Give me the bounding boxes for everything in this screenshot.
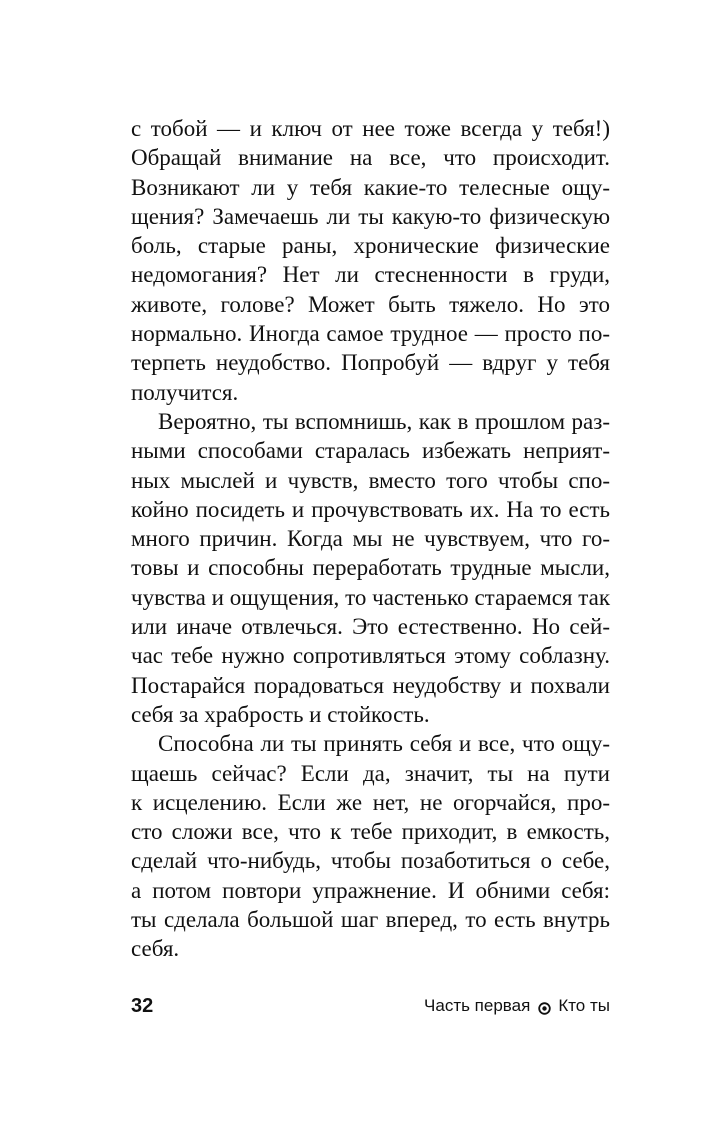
text-line: к исцелению. Если же нет, не огорчайся, про- (131, 789, 610, 815)
page-footer (131, 992, 610, 1020)
text-line: боль, старые раны, хронические физические (131, 233, 610, 259)
text-line: Постарайся порадоваться неудобству и похвали (131, 672, 610, 698)
text-line: Возникают ли у тебя какие-то телесные ощу- (131, 174, 610, 200)
running-head (424, 996, 610, 1016)
paragraph-3 (131, 729, 610, 963)
text-line: час тебе нужно сопротивляться этому соблазну. (131, 643, 610, 669)
text-line: нормально. Иногда самое трудное — просто по- (131, 321, 610, 347)
text-line: получится. (131, 379, 239, 405)
text-line: с тобой — и ключ от нее тоже всегда у тебя!) (131, 116, 610, 141)
text-line: себя за храбрость и стойкость. (131, 701, 430, 727)
text-line: животе, голове? Может быть тяжело. Но это (131, 291, 610, 317)
text-line: терпеть неудобство. Попробуй — вдруг у тебя (131, 350, 610, 376)
text-line: Способна ли ты принять себя и все, что ощу- (158, 731, 610, 757)
text-line: сделай что-нибудь, чтобы позаботиться о себе, (131, 848, 610, 874)
text-line: или иначе отвлечься. Это естественно. Но сей- (131, 614, 610, 640)
text-line: щения? Замечаешь ли ты какую-то физическую (131, 203, 610, 229)
text-line: ных мыслей и чувств, вместо того чтобы спо- (131, 467, 610, 493)
text-line: ными способами старалась избежать неприят- (131, 438, 610, 464)
text-line: щаешь сейчас? Если да, значит, ты на пути (131, 760, 610, 786)
part-label: Часть первая (424, 996, 531, 1015)
circled-dot-icon (538, 1000, 551, 1013)
text-line: а потом повтори упражнение. И обними себя: (131, 877, 610, 903)
text-line: ты сделала большой шаг вперед, то есть внутрь (131, 907, 610, 933)
text-line: чувства и ощущения, то частенько стараемся так (131, 584, 610, 610)
page-number: 32 (131, 994, 154, 1017)
paragraph-2 (131, 407, 610, 729)
text-line: себя. (131, 936, 180, 962)
text-line: Вероятно, ты вспомнишь, как в прошлом раз- (158, 408, 610, 434)
text-line: сто сложи все, что к тебе приходит, в емкость, (131, 819, 610, 845)
paragraph-1 (131, 114, 610, 407)
text-line: недомогания? Нет ли стесненности в груди, (131, 262, 610, 288)
text-line: товы и способны переработать трудные мысли, (131, 555, 610, 581)
chapter-label: Кто ты (558, 996, 610, 1015)
text-line: койно посидеть и прочувствовать их. На то есть (131, 496, 610, 522)
body-text (131, 114, 610, 964)
text-line: Обращай внимание на все, что происходит. (131, 145, 610, 171)
text-line: много причин. Когда мы не чувствуем, что го- (131, 526, 610, 552)
